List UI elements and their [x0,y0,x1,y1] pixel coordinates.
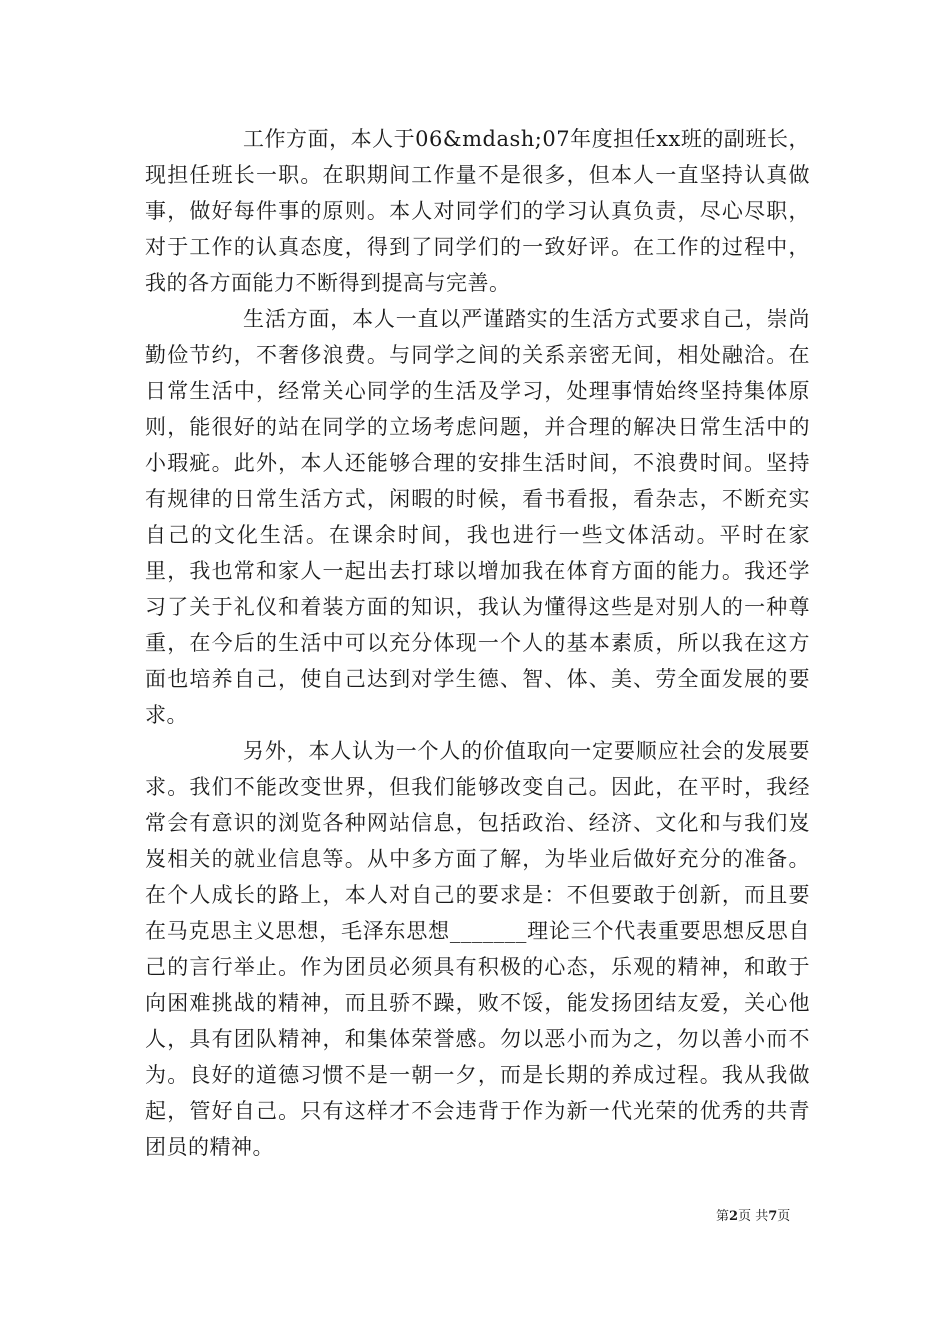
page-footer [716,1205,790,1224]
footer-suffix: 页 [777,1209,791,1224]
document-body [145,121,810,1165]
footer-prefix: 第 [716,1209,730,1224]
paragraph-life: 生活方面，本人一直以严谨踏实的生活方式要求自己，崇尚勤俭节约，不奢侈浪费。与同学之间的关系亲密无间，相处融洽。在日常生活中，经常关心同学的生活及学习，处理事情始终坚持集体原则，能很好的站在同学的立场考虑问题，并合理的解决日常生活中的小瑕疵。此外，本人还能够合理的安排生活时间，不浪费时间。坚持有规律的日常生活方式，闲暇的时候，看书看报，看杂志，不断充实自己的文化生活。在课余时间，我也进行一些文体活动。平时在家里，我也常和家人一起出去打球以增加我在体育方面的能力。我还学习了关于礼仪和着装方面的知识，我认为懂得这些是对别人的一种尊重，在今后的生活中可以充分体现一个人的基本素质，所以我在这方面也培养自己，使自己达到对学生德、智、体、美、劳全面发展的要求。 [145,307,810,727]
footer-middle: 页 共 [738,1209,769,1224]
current-page-number: 2 [729,1209,739,1224]
paragraph-work: 工作方面，本人于06&mdash;07年度担任xx班的副班长，现担任班长一职。在职期间工作量不是很多，但本人一直坚持认真做事，做好每件事的原则。本人对同学们的学习认真负责，尽心尽职，对于工作的认真态度，得到了同学们的一致好评。在工作的过程中，我的各方面能力不断得到提高与完善。 [145,127,810,295]
paragraph-values: 另外，本人认为一个人的价值取向一定要顺应社会的发展要求。我们不能改变世界，但我们能够改变自己。因此，在平时，我经常会有意识的浏览各种网站信息，包括政治、经济、文化和与我们岌岌相关的就业信息等。从中多方面了解，为毕业后做好充分的准备。在个人成长的路上，本人对自己的要求是：不但要敢于创新，而且要在马克思主义思想，毛泽东思想_______理论三个代表重要思想反思自己的言行举止。作为团员必须具有积极的心态，乐观的精神，和敢于向困难挑战的精神，而且骄不躁，败不馁，能发扬团结友爱，关心他人，具有团队精神，和集体荣誉感。勿以恶小而为之，勿以善小而不为。良好的道德习惯不是一朝一夕，而是长期的养成过程。我从我做起，管好自己。只有这样才不会违背于作为新一代光荣的优秀的共青团员的精神。 [145,739,810,1159]
total-page-number: 7 [768,1209,778,1224]
